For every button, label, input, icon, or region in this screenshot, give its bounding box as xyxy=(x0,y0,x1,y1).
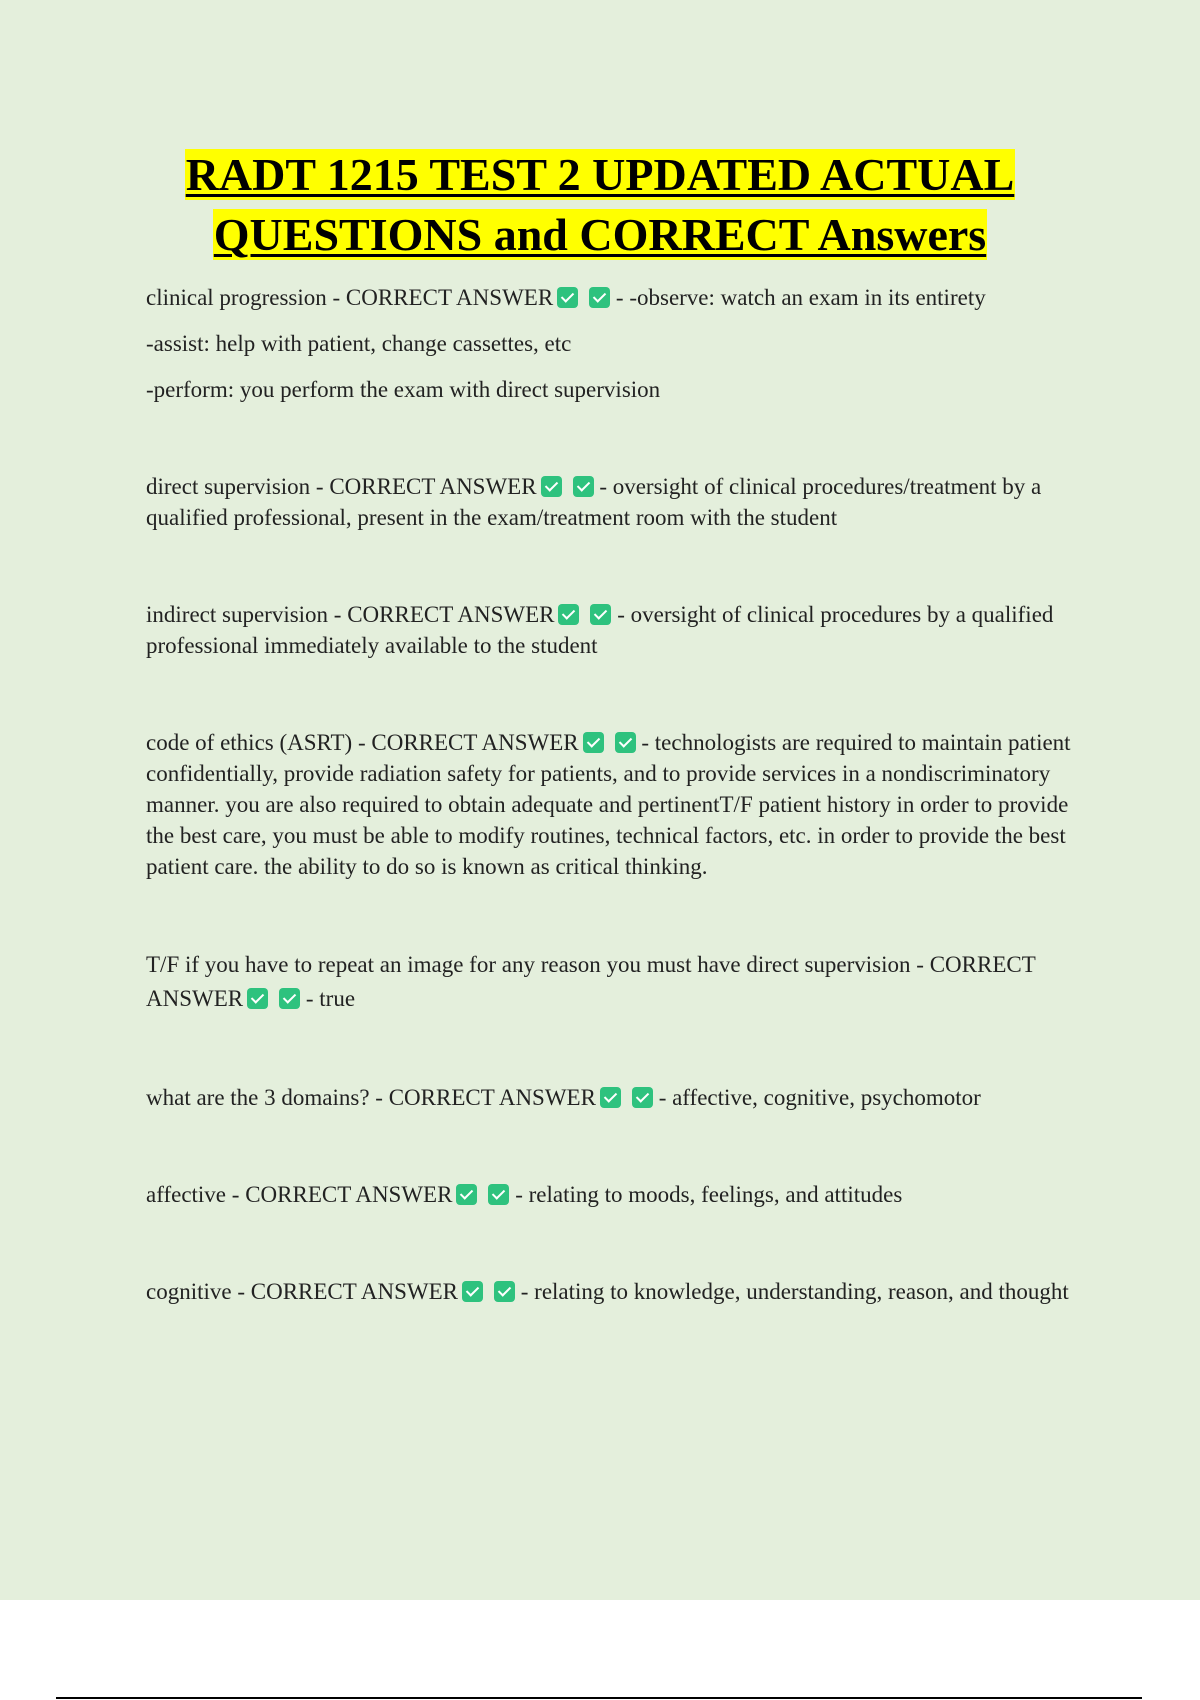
qa-list xyxy=(146,282,1096,1307)
qa-marker: - CORRECT ANSWER xyxy=(315,474,537,499)
checkmark-icon xyxy=(589,287,610,308)
qa-marker: - CORRECT ANSWER xyxy=(375,1085,596,1110)
checkmark-icon xyxy=(583,732,604,753)
qa-answer-line: -assist: help with patient, change cassettes, etc xyxy=(146,331,572,356)
qa-term: clinical progression xyxy=(146,285,327,310)
qa-marker: - CORRECT ANSWER xyxy=(237,1279,458,1304)
checkmark-icon xyxy=(557,287,578,308)
qa-answer: - affective, cognitive, psychomotor xyxy=(658,1085,981,1110)
qa-marker: - CORRECT ANSWER xyxy=(357,730,579,755)
qa-answer: - relating to knowledge, understanding, reason, and thought xyxy=(520,1279,1069,1304)
qa-item-three-domains xyxy=(146,1082,1096,1113)
qa-marker: - CORRECT ANSWER xyxy=(146,952,1036,1011)
checkmark-icon xyxy=(600,1087,621,1108)
qa-marker: - CORRECT ANSWER xyxy=(333,602,555,627)
qa-answer: - true xyxy=(305,986,356,1011)
qa-answer: - technologists are required to maintain patient confidentially, provide radiation safety for patients, and to provide services in a nondiscriminatory manner. you are also required to obtain adequate and pertinentT/F patient history in order to provide the best care, you must be able to modify routines, technical factors, etc. in order to provide the best patient care. the ability to do so is known as critical thinking. xyxy=(146,730,1071,879)
qa-item-code-of-ethics xyxy=(146,727,1096,882)
qa-term: code of ethics (ASRT) xyxy=(146,730,353,755)
checkmark-icon xyxy=(632,1087,653,1108)
qa-answer: - -observe: watch an exam in its entirety xyxy=(615,285,986,310)
qa-item-cognitive xyxy=(146,1276,1096,1307)
checkmark-icon xyxy=(558,604,579,625)
checkmark-icon xyxy=(494,1281,515,1302)
qa-term: T/F if you have to repeat an image for any reason you must have direct supervision xyxy=(146,952,911,977)
qa-item-direct-supervision xyxy=(146,471,1096,533)
qa-term: affective xyxy=(146,1182,227,1207)
checkmark-icon xyxy=(456,1184,477,1205)
checkmark-icon xyxy=(247,988,268,1009)
qa-item-repeat-image xyxy=(146,948,1096,1016)
checkmark-icon xyxy=(573,476,594,497)
qa-term: what are the 3 domains? xyxy=(146,1085,370,1110)
qa-answer: - oversight of clinical procedures by a qualified professional immediately available to the student xyxy=(146,602,1054,658)
qa-item-indirect-supervision xyxy=(146,599,1096,661)
qa-answer: - relating to moods, feelings, and attitudes xyxy=(515,1182,903,1207)
qa-marker: - CORRECT ANSWER xyxy=(332,285,554,310)
qa-term: indirect supervision xyxy=(146,602,329,627)
qa-term: direct supervision xyxy=(146,474,311,499)
footer-divider xyxy=(56,1697,1142,1699)
checkmark-icon xyxy=(541,476,562,497)
checkmark-icon xyxy=(462,1281,483,1302)
checkmark-icon xyxy=(279,988,300,1009)
title-line-1: RADT 1215 TEST 2 UPDATED ACTUAL xyxy=(185,149,1015,200)
document-title xyxy=(0,145,1200,265)
checkmark-icon xyxy=(488,1184,509,1205)
checkmark-icon xyxy=(590,604,611,625)
qa-answer: - oversight of clinical procedures/treatment by a qualified professional, present in the exam/treatment room with the student xyxy=(146,474,1042,530)
checkmark-icon xyxy=(615,732,636,753)
qa-item-affective xyxy=(146,1179,1096,1210)
qa-answer-line: -perform: you perform the exam with direct supervision xyxy=(146,377,661,402)
qa-term: cognitive xyxy=(146,1279,232,1304)
qa-marker: - CORRECT ANSWER xyxy=(231,1182,453,1207)
qa-item-clinical-progression xyxy=(146,282,1096,405)
title-line-2: QUESTIONS and CORRECT Answers xyxy=(213,209,987,260)
